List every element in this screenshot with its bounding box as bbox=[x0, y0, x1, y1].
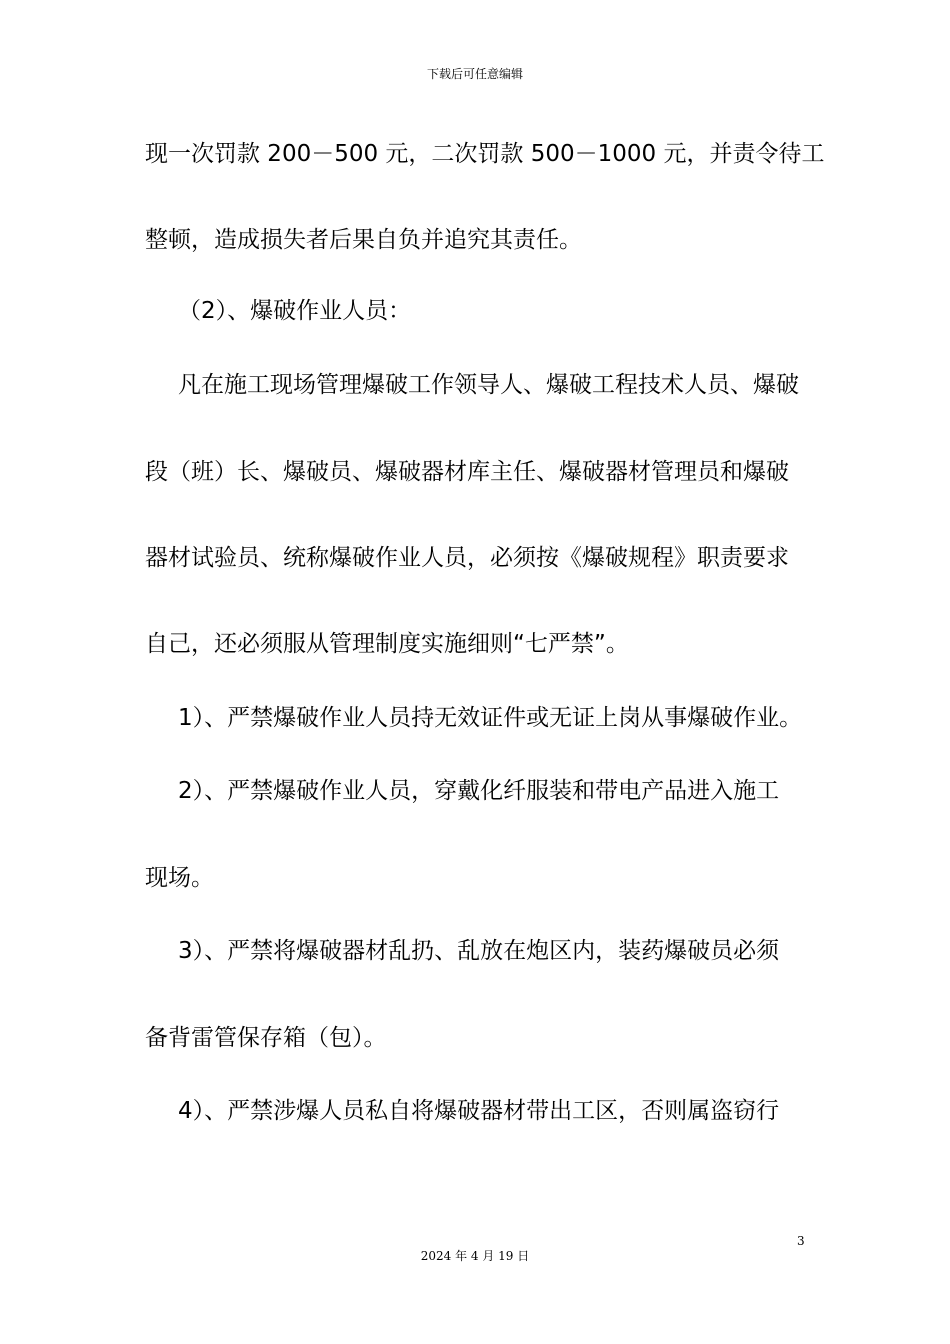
body-line: 自己，还必须服从管理制度实施细则“七严禁”。 bbox=[145, 631, 629, 657]
list-item: 3）、严禁将爆破器材乱扔、乱放在炮区内，装药爆破员必须 bbox=[178, 938, 780, 964]
footer-date: 2024 年 4 月 19 日 bbox=[420, 1249, 530, 1263]
body-line: 段（班）长、爆破员、爆破器材库主任、爆破器材管理员和爆破 bbox=[145, 459, 789, 485]
list-item: 4）、严禁涉爆人员私自将爆破器材带出工区，否则属盗窃行 bbox=[178, 1098, 780, 1124]
body-line: 凡在施工现场管理爆破工作领导人、爆破工程技术人员、爆破 bbox=[178, 372, 799, 398]
body-line: 器材试验员、统称爆破作业人员，必须按《爆破规程》职责要求 bbox=[145, 545, 789, 571]
page-header: 下载后可任意编辑 bbox=[426, 67, 523, 81]
section-heading: （2）、爆破作业人员： bbox=[178, 298, 412, 324]
list-item: 1）、严禁爆破作业人员持无效证件或无证上岗从事爆破作业。 bbox=[178, 705, 803, 731]
body-line: 备背雷管保存箱（包）。 bbox=[145, 1025, 387, 1051]
body-line: 现场。 bbox=[145, 865, 214, 891]
body-line: 整顿，造成损失者后果自负并追究其责任。 bbox=[145, 227, 582, 253]
page-number: 3 bbox=[797, 1234, 805, 1248]
list-item: 2）、严禁爆破作业人员，穿戴化纤服装和带电产品进入施工 bbox=[178, 778, 780, 804]
body-line: 现一次罚款 200－500 元，二次罚款 500－1000 元，并责令待工 bbox=[145, 141, 825, 167]
